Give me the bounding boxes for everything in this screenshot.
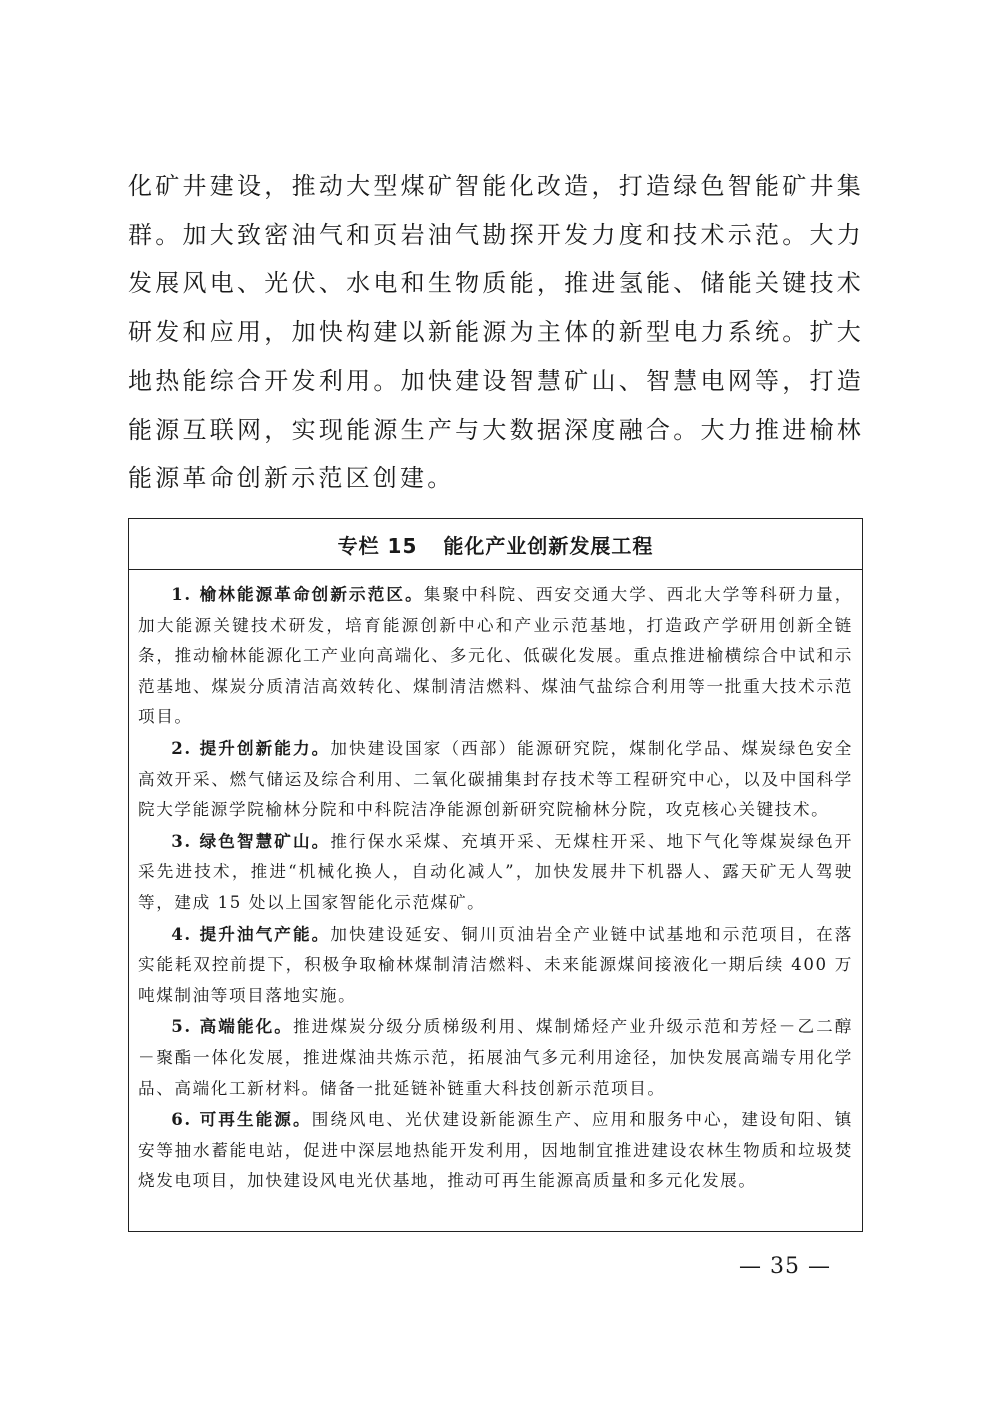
box-item-4 bbox=[138, 919, 853, 1012]
item-text: 推行保水采煤、充填开采、无煤柱开采、地下气化等煤炭绿色开采先进技术，推进“机械化换人，自动化减人”，加快发展井下机器人、露天矿无人驾驶等，建成 15 处以上国家智能化示范煤矿。 bbox=[138, 831, 853, 912]
item-text: 加快建设延安、铜川页油岩全产业链中试基地和示范项目，在落实能耗双控前提下，积极争取榆林煤制清洁燃料、未来能源煤间接液化一期后续 400 万吨煤制油等项目落地实施。 bbox=[138, 924, 853, 1005]
box-body bbox=[129, 570, 862, 1197]
item-text: 推进煤炭分级分质梯级利用、煤制烯烃产业升级示范和芳烃－乙二醇－聚酯一体化发展，推进煤油共炼示范，拓展油气多元利用途径，加快发展高端专用化学品、高端化工新材料。储备一批延链补链重大科技创新示范项目。 bbox=[138, 1017, 853, 1098]
item-text: 围绕风电、光伏建设新能源生产、应用和服务中心，建设旬阳、镇安等抽水蓄能电站，促进中深层地热能开发利用，因地制宜推进建设农林生物质和垃圾焚烧发电项目，加快建设风电光伏基地，推动可再生能源高质量和多元化发展。 bbox=[138, 1110, 854, 1191]
item-lead: 5. 高端能化。 bbox=[171, 1016, 293, 1037]
item-lead: 3. 绿色智慧矿山。 bbox=[171, 830, 331, 851]
item-lead: 6. 可再生能源。 bbox=[171, 1109, 312, 1130]
box-item-3 bbox=[138, 826, 853, 919]
column-label: 专栏 15 bbox=[337, 533, 418, 558]
feature-box bbox=[128, 518, 863, 1232]
item-lead: 1. 榆林能源革命创新示范区。 bbox=[171, 584, 424, 604]
page-number: — 35 — bbox=[739, 1254, 831, 1279]
box-title: 能化产业创新发展工程 bbox=[443, 533, 654, 558]
box-item-1 bbox=[138, 579, 853, 733]
box-item-5 bbox=[138, 1011, 853, 1104]
item-text: 加快建设国家（西部）能源研究院，煤制化学品、煤炭绿色安全高效开采、燃气储运及综合利用、二氧化碳捕集封存技术等工程研究中心，以及中国科学院大学能源学院榆林分院和中科院洁净能源创新研究院榆林分院，攻克核心关键技术。 bbox=[138, 738, 853, 820]
body-paragraph: 化矿井建设，推动大型煤矿智能化改造，打造绿色智能矿井集群。加大致密油气和页岩油气勘探开发力度和技术示范。大力发展风电、光伏、水电和生物质能，推进氢能、储能关键技术研发和应用，加快构建以新能源为主体的新型电力系统。扩大地热能综合开发利用。加快建设智慧矿山、智慧电网等，打造能源互联网，实现能源生产与大数据深度融合。大力推进榆林能源革命创新示范区创建。 bbox=[128, 172, 864, 493]
box-item-6 bbox=[138, 1104, 853, 1197]
box-item-2 bbox=[138, 733, 853, 826]
box-title-bar bbox=[129, 519, 862, 570]
item-text: 集聚中科院、西安交通大学、西北大学等科研力量，加大能源关键技术研发，培育能源创新中心和产业示范基地，打造政产学研用创新全链条，推动榆林能源化工产业向高端化、多元化、低碳化发展。重点推进榆横综合中试和示范基地、煤炭分质清洁高效转化、煤制清洁燃料、煤油气盐综合利用等一批重大技术示范项目。 bbox=[138, 585, 853, 727]
item-lead: 4. 提升油气产能。 bbox=[171, 923, 331, 944]
item-lead: 2. 提升创新能力。 bbox=[171, 737, 331, 758]
